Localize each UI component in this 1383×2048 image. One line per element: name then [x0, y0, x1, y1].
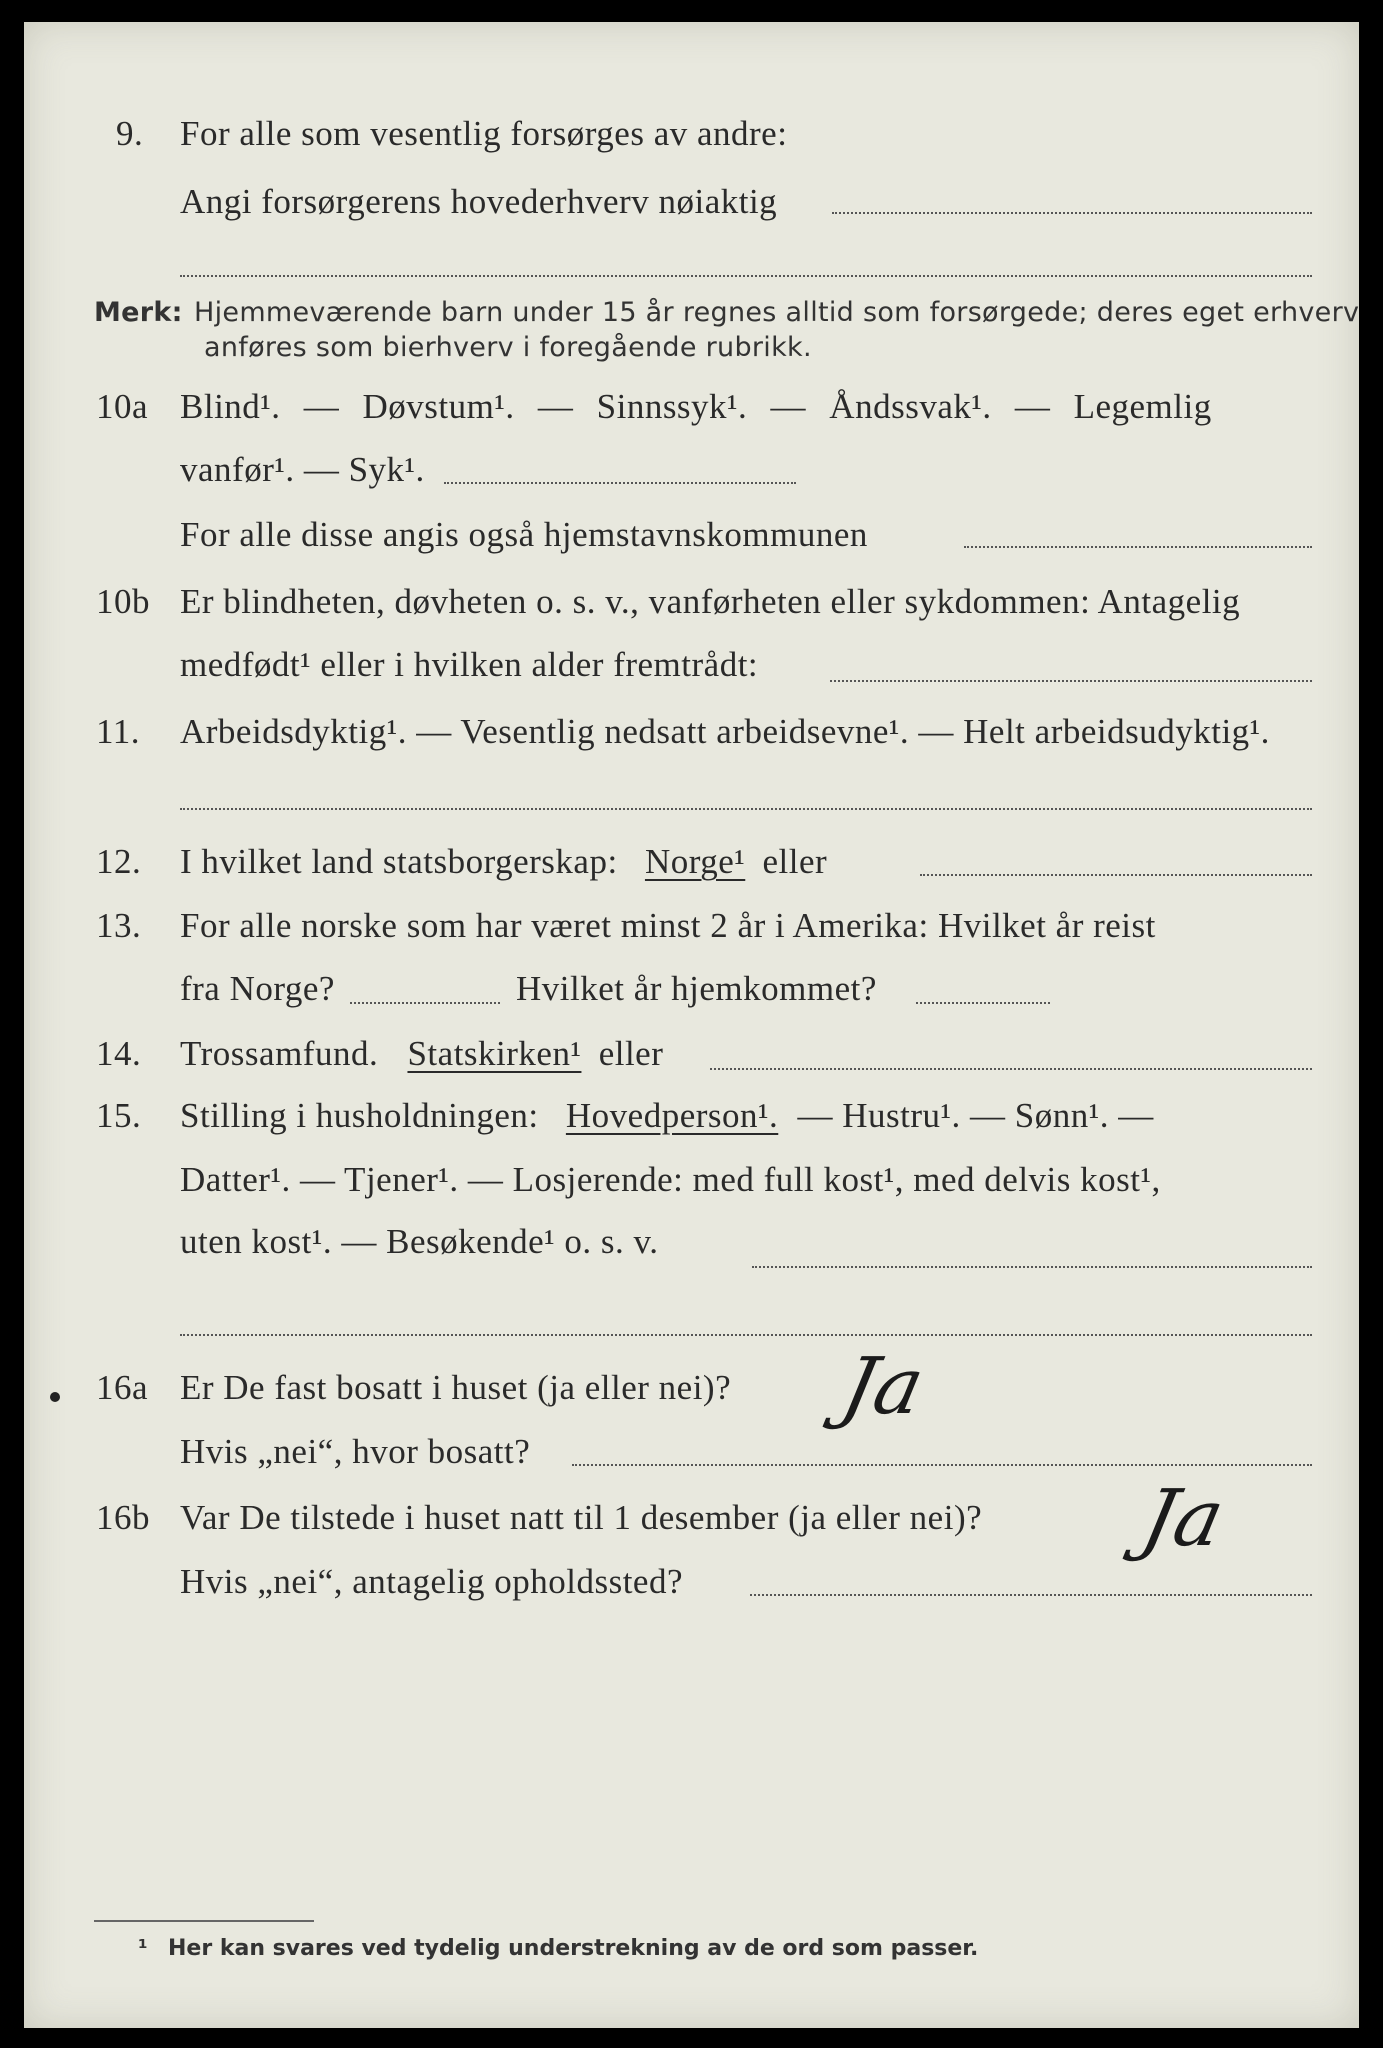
q14-selected-statskirken: Statskirken¹ [407, 1034, 582, 1073]
q16a-handwritten-answer: Ja [834, 1342, 932, 1432]
q13-answer-line-1 [350, 1002, 500, 1004]
q12-text: I hvilket land statsborgerskap: [180, 842, 618, 881]
q15-text-3: uten kost¹. — Besøkende¹ o. s. v. [180, 1222, 659, 1261]
q10a-text-3: For alle disse angis også hjemstavnskommunen [180, 515, 868, 554]
bullet-mark [50, 1392, 60, 1402]
q16b-handwritten-answer: Ja [1134, 1474, 1232, 1564]
q16b-answer-line [750, 1594, 1312, 1596]
q16a-answer-line [572, 1464, 1312, 1466]
q13-text-2a: fra Norge? [180, 969, 335, 1008]
q12-answer-line [920, 874, 1312, 876]
q15-selected-hovedperson: Hovedperson¹. [565, 1096, 779, 1135]
q9-number: 9. [116, 114, 144, 153]
q14-text: Trossamfund. [180, 1034, 379, 1073]
q13-answer-line-2 [916, 1002, 1050, 1004]
q15-text-2: Datter¹. — Tjener¹. — Losjerende: med full kost¹, med delvis kost¹, [180, 1160, 1161, 1199]
q12-number: 12. [96, 842, 142, 881]
q14-answer-line [710, 1068, 1312, 1070]
q10b-text-2: medfødt¹ eller i hvilken alder fremtrådt: [180, 645, 759, 684]
q11-answer-line [180, 808, 1312, 810]
q10a-number: 10a [96, 387, 149, 426]
q13-text-2b: Hvilket år hjemkommet? [516, 969, 877, 1008]
footnote-text: Her kan svares ved tydelig understrekning av de ord som passer. [168, 1936, 979, 1961]
q14-number: 14. [96, 1034, 142, 1073]
q16b-number: 16b [96, 1498, 150, 1537]
q9-text: For alle som vesentlig forsørges av andre: [180, 114, 788, 153]
q16a-text: Er De fast bosatt i huset (ja eller nei)? [180, 1368, 732, 1407]
merk-label: Merk: [94, 297, 183, 328]
q12-selected-norge: Norge¹ [644, 842, 746, 881]
footnote-mark: ¹ [138, 1936, 148, 1961]
q10b-answer-line [830, 680, 1312, 682]
q10b-text: Er blindheten, døvheten o. s. v., vanførheten eller sykdommen: Antagelig [180, 582, 1241, 621]
q15-answer-line [752, 1266, 1312, 1268]
q15-text: Stilling i husholdningen: [180, 1096, 539, 1135]
q10a-text: Blind¹. — Døvstum¹. — Sinnssyk¹. — Åndssvak¹. — Legemlig [180, 387, 1212, 426]
q11-text: Arbeidsdyktig¹. — Vesentlig nedsatt arbeidsevne¹. — Helt arbeidsudyktig¹. [180, 712, 1270, 751]
form-page [24, 22, 1359, 2028]
q10a-text-2: vanfør¹. — Syk¹. [180, 450, 425, 489]
q15-text-options: — Hustru¹. — Sønn¹. — [797, 1096, 1154, 1135]
q16b-text: Var De tilstede i huset natt til 1 desember (ja eller nei)? [180, 1498, 983, 1537]
footnote-rule [94, 1920, 314, 1922]
q9-text-2: Angi forsørgerens hovederhverv nøiaktig [180, 182, 778, 221]
q9-answer-line [832, 212, 1312, 214]
q14-text-eller: eller [598, 1034, 664, 1073]
q10a-answer-line-2 [964, 546, 1312, 548]
q12-text-eller: eller [762, 842, 828, 881]
q10a-answer-line [444, 482, 796, 484]
q13-text: For alle norske som har været minst 2 år i Amerika: Hvilket år reist [180, 906, 1156, 945]
merk-text-2: anføres som bierhverv i foregående rubrikk. [204, 332, 812, 363]
q9-answer-line-2 [180, 275, 1312, 277]
q10b-number: 10b [96, 582, 150, 621]
merk-text: Hjemmeværende barn under 15 år regnes alltid som forsørgede; deres eget erhverv [194, 297, 1360, 328]
q16b-text-2: Hvis „nei“, antagelig opholdssted? [180, 1562, 683, 1601]
q16a-text-2: Hvis „nei“, hvor bosatt? [180, 1432, 531, 1471]
q15-number: 15. [96, 1096, 142, 1135]
q15-answer-line-2 [180, 1334, 1312, 1336]
q11-number: 11. [96, 712, 140, 751]
q16a-number: 16a [96, 1368, 149, 1407]
q13-number: 13. [96, 906, 142, 945]
